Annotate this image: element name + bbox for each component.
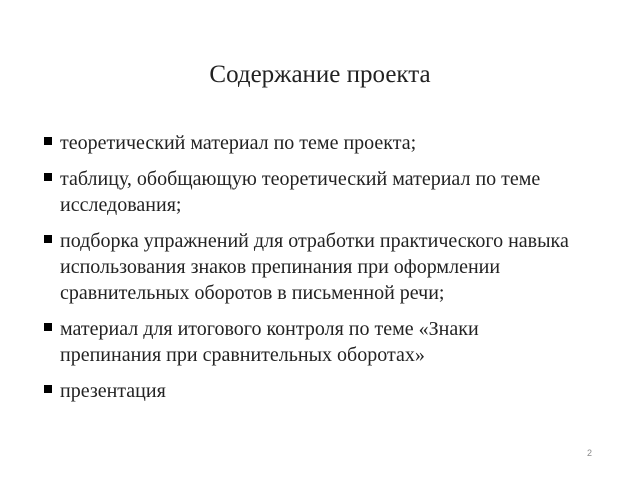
page-number: 2 [586,448,592,458]
bullet-item [44,130,584,156]
bullet-item [44,316,584,368]
slide-title: Содержание проекта [209,61,431,88]
square-bullet-icon [44,173,52,181]
bullet-list [44,130,584,414]
bullet-text: теоретический материал по теме проекта; [60,132,417,154]
bullet-item [44,378,584,404]
bullet-item [44,228,584,306]
bullet-text: презентация [60,380,166,402]
square-bullet-icon [44,323,52,331]
square-bullet-icon [44,137,52,145]
square-bullet-icon [44,235,52,243]
bullet-text: материал для итогового контроля по теме «Знаки препинания при сравнительных оборотах» [60,318,479,366]
bullet-item [44,166,584,218]
square-bullet-icon [44,385,52,393]
bullet-text: таблицу, обобщающую теоретический материал по теме исследования; [60,168,541,216]
bullet-text: подборка упражнений для отработки практического навыка использования знаков препинания при оформлении сравнительных оборотов в письменной речи; [60,230,569,304]
